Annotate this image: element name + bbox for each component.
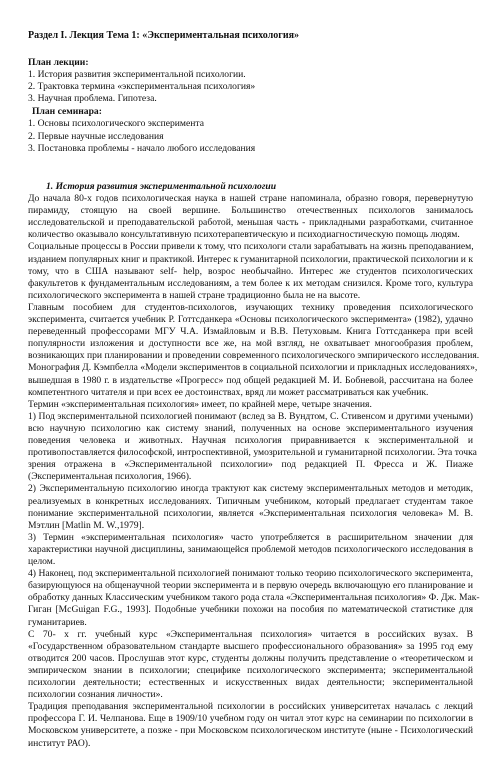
body-line: гуманитариев. [28,616,87,628]
body-line: психологии сознания личности». [28,689,163,701]
body-line: популярности изложения и доступности все же, на мой взгляд, не охватывает многообразия проблем, [28,338,473,350]
lecture-plan-item: 2. Трактовка термина «экспериментальная психология» [28,81,256,92]
body-line: Традиция преподавания экспериментальной психологии в российских университетах началась с лекций [28,701,473,713]
body-line: зрения отражена в «Экспериментальной психологии» под редакцией П. Фресса и Ж. Пиаже [28,459,473,471]
body-line: институт РАО). [28,737,91,749]
body-line: «Государственном образовательном стандарте высшего профессионального образования» за 1995 год ему [28,640,473,652]
body-line: психологии деятельности; естественных и искусственных видах деятельности; экспериментальной [28,677,473,688]
body-line: профессора Г. И. Челпанова. Еще в 1909/10 учебном году он читал этот курс на семинарии по психологии в [28,713,473,725]
body-line: противопоставляется философской, интроспективной, умозрительной и гуманитарной психологии. Эта точка [28,447,477,459]
page-title: Раздел I. Лекция Тема 1: «Экспериментальная психология» [28,30,299,41]
body-line: базирующуюся на общенаучной теории эксперимента и в первую очередь включающую его планирование и [28,580,473,592]
body-line: тому, что в США называют self- help, возрос необычайно. Интерес же студентов психологических [28,265,473,277]
body-line: До начала 80-х годов психологическая наука в нашей стране напоминала, образно говоря, перевернутую [28,193,473,204]
body-line: пирамиду, стоящую на своей вершине. Большинство отечественных психологов занималось [28,205,473,217]
body-line: Московском университете, а позже - при Московском психологическом институте (ныне - Психологический [28,725,473,737]
section-heading: 1. История развития экспериментальной психологии [46,181,277,192]
body-line: факультетов к фундаментальным исследованиям, а тем более к их методам снизился. Кроме того, культура [28,277,473,289]
body-line: 3) Термин «экспериментальная психология» часто употребляется в расширительном значении для [28,531,473,543]
body-line: отводится 200 часов. Прослушав этот курс, студенты должны получить представление о «теоретическом и [28,652,473,664]
body-line: количество оказывало консультативную психотерапевтическую и психодиагностическую помощь людям. [28,229,460,241]
body-line: Гиган [McGuigan F.G., 1993]. Подобные учебники похожи на пособия по математической статистике для [28,604,473,616]
body-line: исследовательской и преподавательской работой, меньшая часть - прикладными разработками, считанное [28,217,473,229]
seminar-plan-item: 3. Постановка проблемы - начало любого исследования [28,143,256,154]
body-line: компетентного читателя и при всех ее достоинствах, вряд ли может рассматриваться как учебник. [28,386,429,398]
body-line: эксперимента, считается учебник Р. Готтсданкера «Основы психологического эксперимента» (1982), удачно [28,314,473,325]
body-line: Термин «экспериментальная психология» имеет, по крайней мере, четыре значения. [28,398,372,410]
body-line: всю научную психологию как систему знаний, полученных на основе экспериментального изучения [28,422,473,434]
body-line: Монография Д. Кэмпбелла «Модели экспериментов в социальной психологии и прикладных исследованиях», [28,362,478,374]
body-line: 2) Экспериментальную психологию иногда трактуют как систему экспериментальных методов и методик, [28,483,473,495]
body-line: переведенный профессорами МГУ Ч.А. Измайловым и В.В. Петуховым. Книга Готтсданкера при всей [28,326,473,338]
body-line: поведения человека и животных. Научная психология приравнивается к экспериментальной и [28,435,473,446]
body-line: целом. [28,556,56,567]
seminar-plan-heading: План семинара: [32,106,102,117]
body-line: психологического эксперимента в нашей стране традиционно была не на высоте. [28,289,361,301]
body-line: понимание экспериментальной психологии, является «Экспериментальная психология человека» М. В. [28,507,473,519]
body-line: 1) Под экспериментальной психологией понимают (вслед за В. Вундтом, С. Стивенсом и другими учеными) [28,410,473,422]
body-line: С 70- х гг. учебный курс «Экспериментальная психология» читается в российских вузах. В [28,628,473,640]
body-line: 4) Наконец, под экспериментальной психологией понимают только теорию психологического эксперимента, [28,568,473,580]
body-line: изданием популярных книг и практикой. Интерес к гуманитарной психологии, практической психологии и к [28,253,473,265]
body-line: Главным пособием для студентов-психологов, изучающих технику проведения психологического [28,301,473,313]
body-line: вышедшая в 1980 г. в издательстве «Прогресс» под общей редакцией М. И. Бобневой, рассчитана на более [28,374,473,386]
body-line: обработку данных Классическим учебником такого рода стала «Экспериментальная психология» Ф. Дж. Мак- [28,592,480,604]
lecture-plan-heading: План лекции: [28,57,89,68]
body-line: Социальные процессы в России привели к тому, что психологи стали зарабатывать на жизнь преподаванием, [28,241,474,253]
body-line: характеристики научной дисциплины, занимающейся проблемой методов психологического исследования в [28,543,473,555]
body-line: эмпирическом знании в психологии; специфике психологического эксперимента; экспериментальной [28,664,473,676]
lecture-plan-item: 3. Научная проблема. Гипотеза. [28,93,157,104]
seminar-plan-item: 1. Основы психологического эксперимента [28,118,204,129]
lecture-plan-item: 1. История развития экспериментальной психологии. [28,69,246,80]
body-line: Мэтлин [Matlin M. W.,1979]. [28,519,145,531]
body-line: возникающих при планировании и проведении современного психологического эмпирического исследования. [28,350,480,362]
body-line: (Экспериментальная психология, 1966). [28,471,192,483]
seminar-plan-item: 2. Первые научные исследования [28,131,164,142]
body-line: реализуемых в конкретных исследованиях. Типичным учебником, который предлагает студентам такое [28,495,473,507]
